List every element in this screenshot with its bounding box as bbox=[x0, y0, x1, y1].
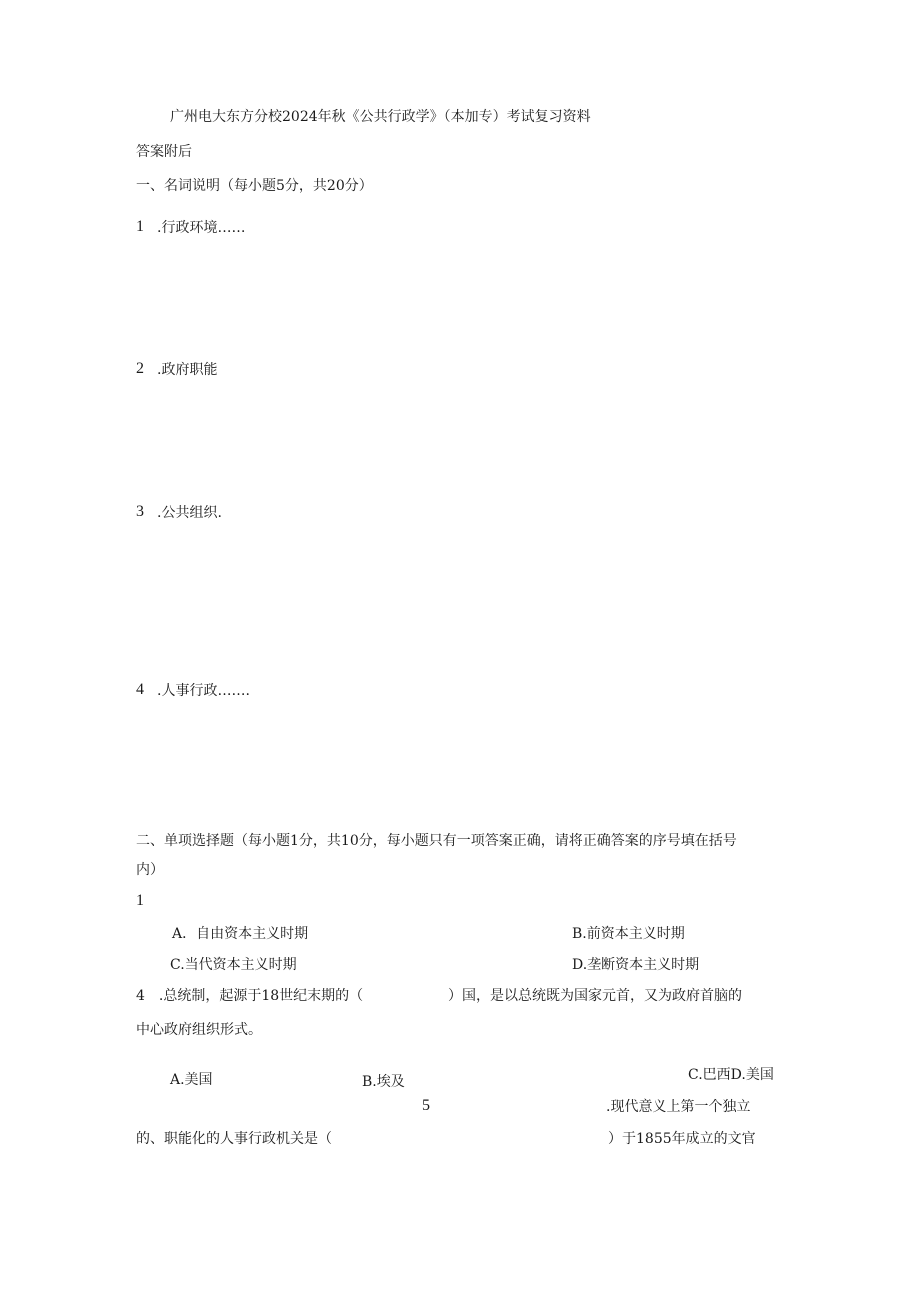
section1-heading: 一、名词说明（每小题5分，共20分） bbox=[136, 178, 373, 194]
item-number: 2 bbox=[136, 360, 144, 377]
question-stem-part1: 4 .总统制，起源于18世纪末期的（ bbox=[136, 988, 364, 1004]
item-number: 4 bbox=[136, 681, 144, 698]
question-number: 5 bbox=[422, 1097, 430, 1114]
section2-heading-line1: 二、单项选择题（每小题1分，共10分，每小题只有一项答案正确，请将正确答案的序号填在括号 bbox=[136, 833, 737, 849]
item-text: .人事行政……. bbox=[157, 683, 250, 699]
question-stem-right: .现代意义上第一个独立 bbox=[606, 1099, 751, 1115]
answer-note: 答案附后 bbox=[136, 144, 192, 160]
option-d: D.垄断资本主义时期 bbox=[572, 957, 700, 973]
question-stem-line2: 中心政府组织形式。 bbox=[136, 1022, 262, 1038]
option-a: A．自由资本主义时期 bbox=[172, 926, 309, 942]
option-b: B.前资本主义时期 bbox=[572, 926, 685, 942]
question-number: 1 bbox=[136, 892, 144, 909]
item-text: .政府职能 bbox=[157, 362, 218, 378]
question-stem-part1: 的、职能化的人事行政机关是（ bbox=[136, 1131, 332, 1147]
item-text: .公共组织. bbox=[157, 505, 222, 521]
option-c-d: C.巴西D.美国 bbox=[688, 1067, 774, 1083]
option-c: C.当代资本主义时期 bbox=[170, 957, 297, 973]
section2-heading-line2: 内） bbox=[136, 862, 164, 878]
document-title: 广州电大东方分校2024年秋《公共行政学》（本加专）考试复习资料 bbox=[170, 109, 591, 125]
option-b: B.埃及 bbox=[362, 1074, 405, 1090]
item-number: 1 bbox=[136, 218, 144, 235]
item-number: 3 bbox=[136, 503, 144, 520]
question-stem-part2: ）国，是以总统既为国家元首，又为政府首脑的 bbox=[448, 988, 742, 1004]
item-text: .行政环境…… bbox=[157, 220, 246, 236]
question-stem-part2: ）于1855年成立的文官 bbox=[608, 1131, 756, 1147]
option-a: A.美国 bbox=[170, 1072, 213, 1088]
